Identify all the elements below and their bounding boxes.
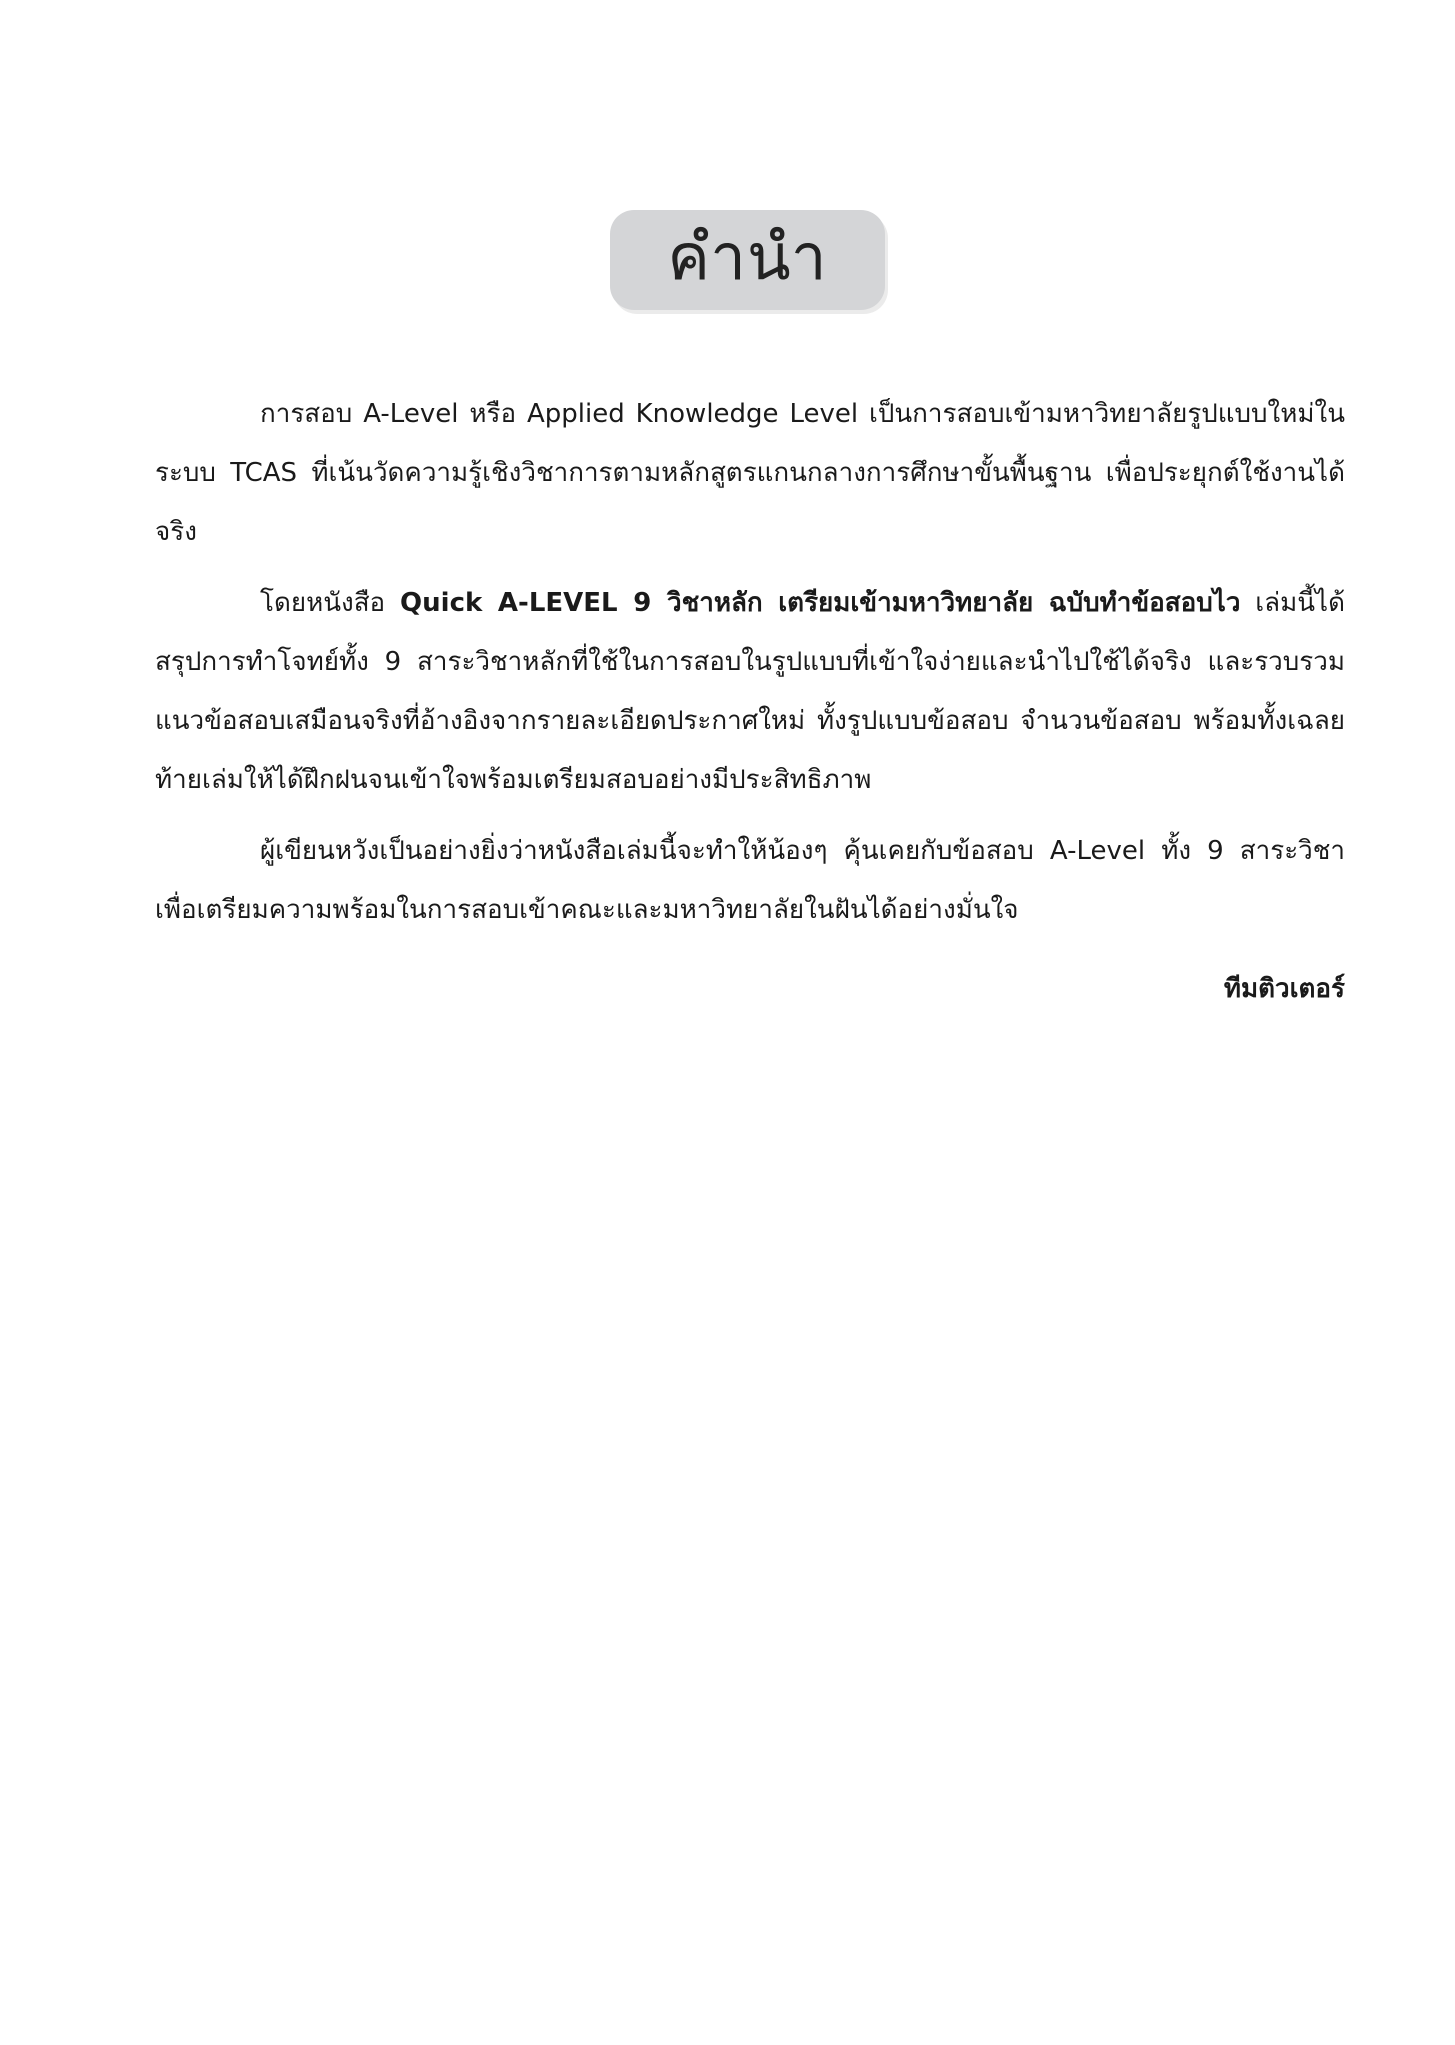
signature: ทีมติวเตอร์ xyxy=(1223,974,1345,1004)
paragraph-book-suffix: เล่มนี้ได้สรุปการทำโจทย์ทั้ง 9 สาระวิชาหลักที่ใช้ในการสอบในรูปแบบที่เข้าใจง่ายและนำไปใช้ได้จริง และรวบรวมแนวข้อสอบเสมือนจริงที่อ้างอิงจากรายละเอียดประกาศใหม่ ทั้งรูปแบบข้อสอบ จำนวนข้อสอบ พร้อมทั้งเฉลยท้ายเล่มให้ได้ฝึกฝนจนเข้าใจพร้อมเตรียมสอบอย่างมีประสิทธิภาพ xyxy=(155,588,1345,795)
title-banner xyxy=(610,210,885,310)
page-title: คำนำ xyxy=(667,221,828,295)
paragraph-closing: ผู้เขียนหวังเป็นอย่างยิ่งว่าหนังสือเล่มนี้จะทำให้น้องๆ คุ้นเคยกับข้อสอบ A-Level ทั้ง 9 สาระวิชาเพื่อเตรียมความพร้อมในการสอบเข้าคณะและมหาวิทยาลัยในฝันได้อย่างมั่นใจ xyxy=(155,836,1346,925)
paragraph-book-prefix: โดยหนังสือ xyxy=(260,588,401,618)
paragraph-intro: การสอบ A-Level หรือ Applied Knowledge Level เป็นการสอบเข้ามหาวิทยาลัยรูปแบบใหม่ในระบบ TCAS ที่เน้นวัดความรู้เชิงวิชาการตามหลักสูตรแกนกลางการศึกษาขั้นพื้นฐาน เพื่อประยุกต์ใช้งานได้จริง xyxy=(155,399,1345,547)
book-title: Quick A-LEVEL 9 วิชาหลัก เตรียมเข้ามหาวิทยาลัย ฉบับทำข้อสอบไว xyxy=(400,588,1241,618)
preface-body xyxy=(155,385,1345,1019)
paragraph-book xyxy=(155,574,1345,810)
